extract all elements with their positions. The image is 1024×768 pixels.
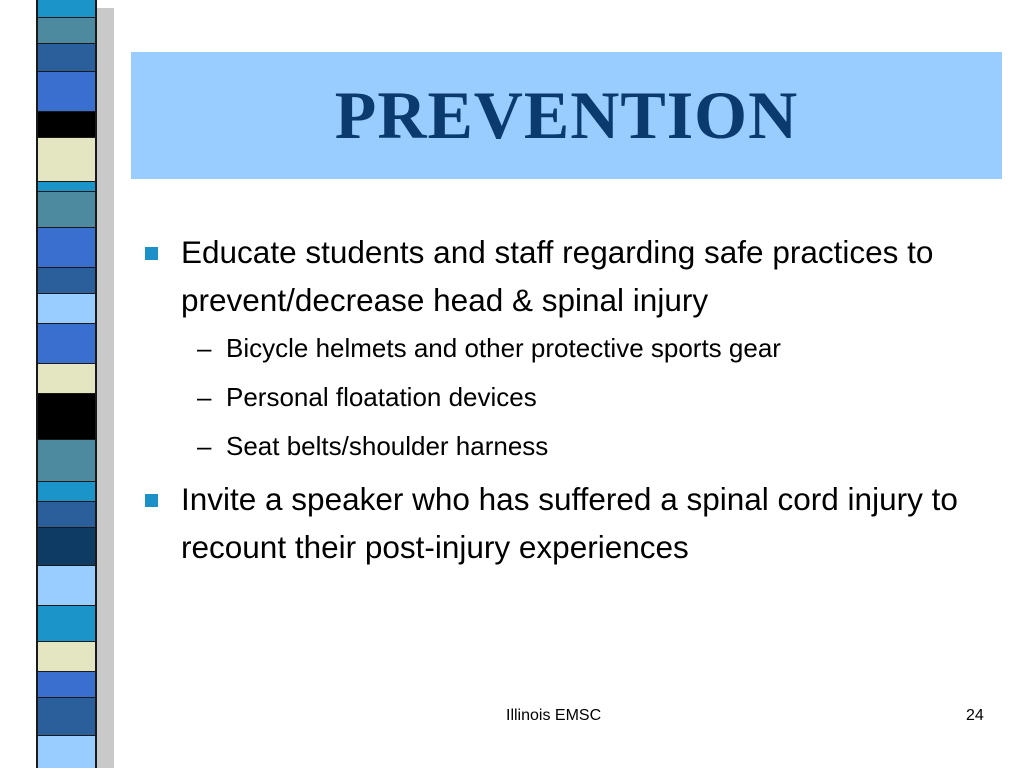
- decorative-stripe: [0, 0, 118, 768]
- stripe-segment: [38, 394, 95, 440]
- stripe-segment: [38, 112, 95, 138]
- stripe-shadow: [96, 8, 114, 768]
- sub-bullet-item: [140, 422, 980, 471]
- title-box: [131, 52, 1002, 179]
- stripe-segment: [38, 324, 95, 364]
- stripe-segment: [38, 606, 95, 642]
- stripe-segment: [38, 228, 95, 268]
- stripe-segment: [38, 482, 95, 502]
- dash-icon: –: [197, 382, 212, 412]
- stripe-segment: [38, 502, 95, 528]
- stripe-segment: [38, 138, 95, 182]
- stripe-segment: [38, 440, 95, 482]
- stripe-segment: [38, 44, 95, 72]
- page-number: 24: [966, 707, 984, 724]
- stripe-segment: [38, 566, 95, 606]
- slide-content: [140, 228, 980, 571]
- dash-icon: –: [197, 431, 212, 461]
- sub-bullet-text: Personal floatation devices: [226, 382, 537, 412]
- stripe-segment: [38, 192, 95, 228]
- stripe-segment: [38, 294, 95, 324]
- bullet-item: [140, 228, 980, 324]
- stripe-segment: [38, 642, 95, 672]
- stripe-segment: [38, 72, 95, 112]
- stripe-segment: [38, 672, 95, 698]
- sub-bullet-item: [140, 373, 980, 422]
- bullet-text: Educate students and staff regarding safe practices to prevent/decrease head & spinal injury: [181, 234, 934, 318]
- stripe-segment: [38, 364, 95, 394]
- sub-bullet-item: [140, 324, 980, 373]
- page-title: PREVENTION: [334, 77, 799, 153]
- sub-bullet-text: Seat belts/shoulder harness: [226, 431, 549, 461]
- sub-bullet-text: Bicycle helmets and other protective sports gear: [226, 333, 781, 363]
- stripe-band: [36, 0, 97, 768]
- stripe-segment: [38, 736, 95, 768]
- square-bullet-icon: [145, 247, 158, 260]
- stripe-segment: [38, 268, 95, 294]
- bullet-item: [140, 475, 980, 571]
- stripe-segment: [38, 182, 95, 192]
- bullet-text: Invite a speaker who has suffered a spinal cord injury to recount their post-injury experiences: [181, 481, 958, 565]
- stripe-segment: [38, 18, 95, 44]
- footer-text: Illinois EMSC: [506, 707, 602, 724]
- stripe-segment: [38, 698, 95, 736]
- dash-icon: –: [197, 333, 212, 363]
- stripe-segment: [38, 0, 95, 18]
- stripe-segment: [38, 528, 95, 566]
- square-bullet-icon: [145, 494, 158, 507]
